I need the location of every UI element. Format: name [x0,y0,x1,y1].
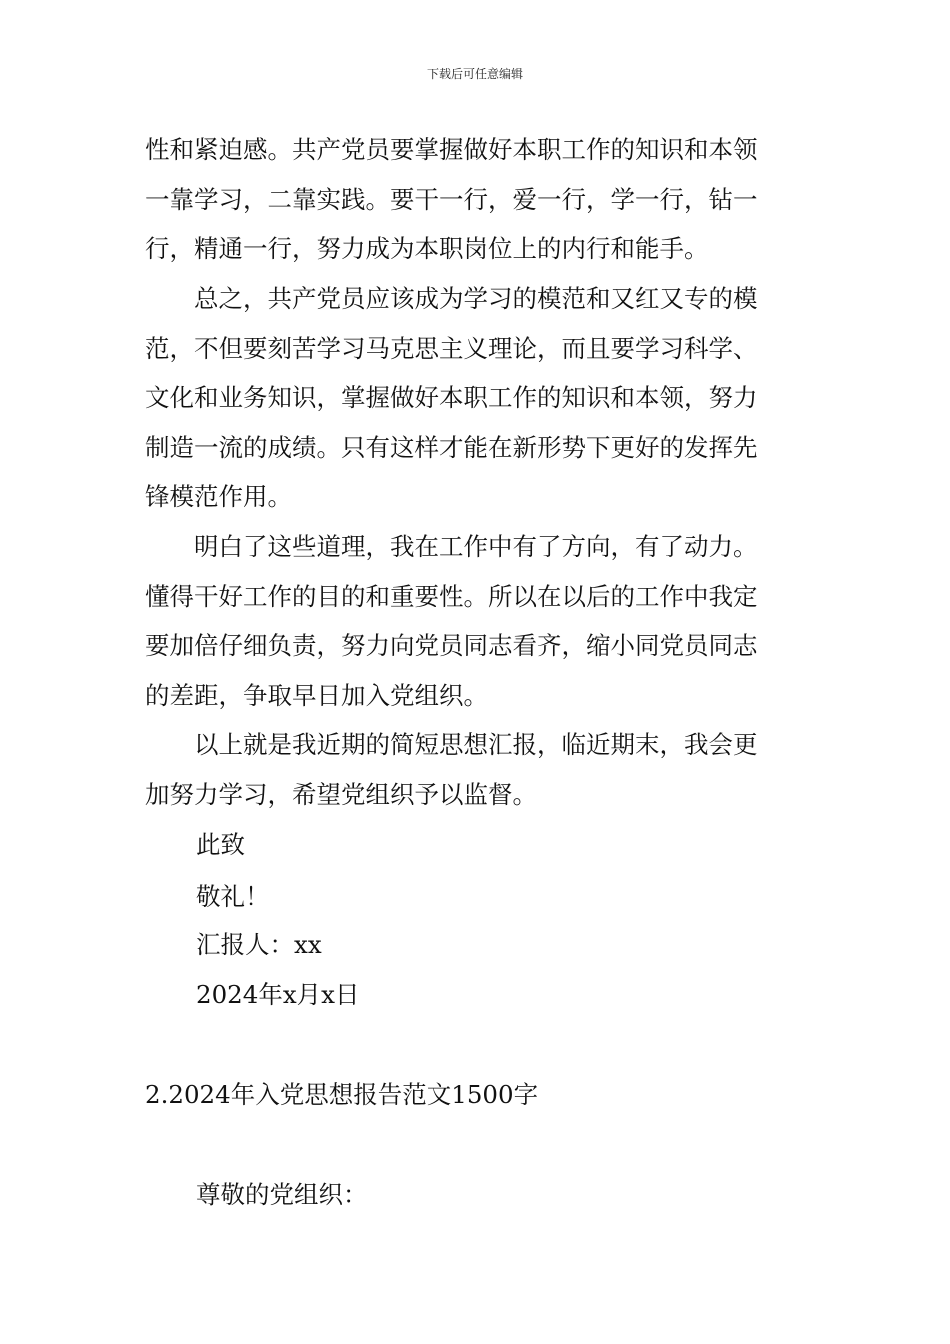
paragraph-4 [145,720,807,819]
paragraph-line: 范，不但要刻苦学习马克思主义理论，而且要学习科学、 [145,333,758,363]
paragraph-line: 加努力学习，希望党组织予以监督。 [145,779,537,809]
paragraph-2 [145,274,807,522]
paragraph-line: 以上就是我近期的简短思想汇报，临近期末，我会更 [194,730,758,759]
salutation: 尊敬的党组织： [196,1180,368,1209]
paragraph-line: 要加倍仔细负责，努力向党员同志看齐，缩小同党员同志 [145,631,758,660]
paragraph-line: 制造一流的成绩。只有这样才能在新形势下更好的发挥先 [145,432,758,462]
paragraph-line: 文化和业务知识，掌握做好本职工作的知识和本领，努力 [145,383,758,412]
closing-respect-1: 此致 [196,830,245,859]
paragraph-1 [145,125,807,274]
section-heading: 2.2024年入党思想报告范文1500字 [145,1080,539,1109]
date-line: 2024年x月x日 [196,980,360,1009]
paragraph-line: 行，精通一行，努力成为本职岗位上的内行和能手。 [145,234,709,263]
paragraph-line: 总之，共产党员应该成为学习的模范和又红又专的模 [194,284,758,313]
paragraph-line: 懂得干好工作的目的和重要性。所以在以后的工作中我定 [145,581,758,611]
paragraph-line: 的差距，争取早日加入党组织。 [145,680,488,710]
paragraph-line: 性和紧迫感。共产党员要掌握做好本职工作的知识和本领 [145,135,758,164]
paragraph-line: 一靠学习，二靠实践。要干一行，爱一行，学一行，钻一 [145,184,758,214]
closing-respect-2: 敬礼！ [196,882,270,911]
paragraph-3 [145,522,807,720]
paragraph-line: 明白了这些道理，我在工作中有了方向，有了动力。 [194,532,758,561]
reporter-line: 汇报人：xx [196,930,322,959]
header-note: 下载后可任意编辑 [426,67,523,81]
paragraph-line: 锋模范作用。 [145,482,292,511]
